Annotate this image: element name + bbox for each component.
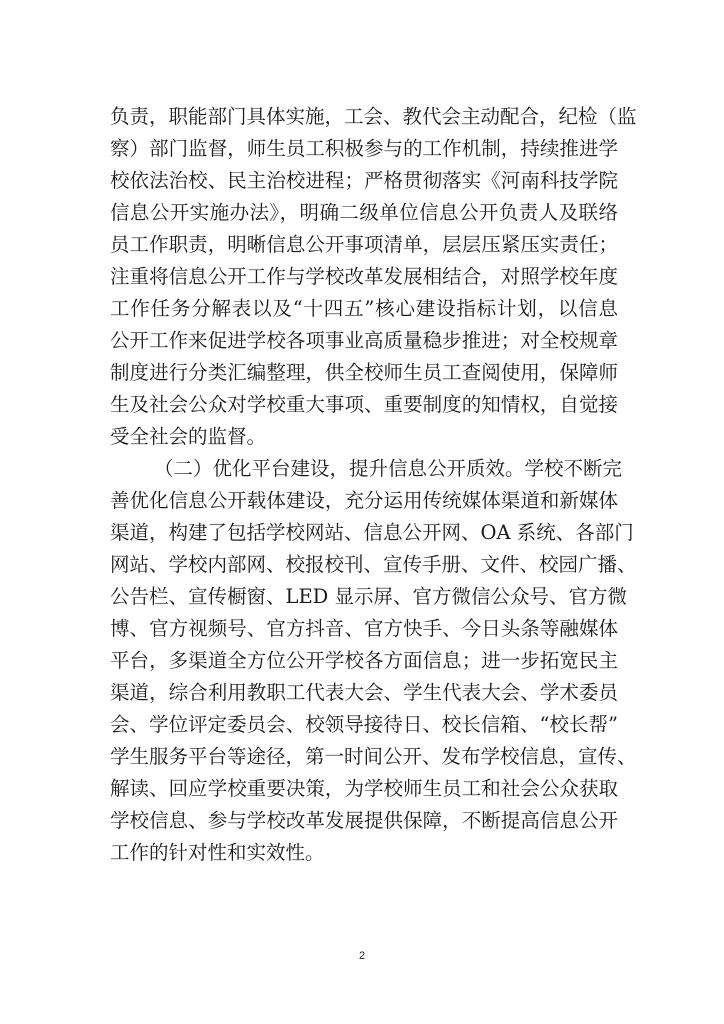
- text-line: 博、官方视频号、官方抖音、官方快手、今日头条等融媒体: [110, 617, 618, 640]
- text-line: 学校信息、参与学校改革发展提供保障，不断提高信息公开: [110, 809, 618, 832]
- text-line: 员工作职责，明晰信息公开事项清单，层层压紧压实责任；: [110, 233, 618, 256]
- text-line: 工作任务分解表以及“十四五”核心建设指标计划，以信息: [110, 297, 618, 320]
- text-line: 会、学位评定委员会、校领导接待日、校长信箱、“校长帮”: [110, 713, 618, 736]
- page-number: 2: [358, 950, 366, 962]
- section-heading-line: （二）优化平台建设，提升信息公开质效。学校不断完: [154, 457, 623, 480]
- text-line: 解读、回应学校重要决策，为学校师生员工和社会公众获取: [110, 777, 618, 800]
- text-line: 制度进行分类汇编整理，供全校师生员工查阅使用，保障师: [110, 361, 618, 384]
- document-body: [110, 101, 637, 869]
- text-line: 平台，多渠道全方位公开学校各方面信息；进一步拓宽民主: [110, 649, 618, 672]
- text-line: 负责，职能部门具体实施，工会、教代会主动配合，纪检（监: [110, 105, 637, 128]
- text-line: 善优化信息公开载体建设，充分运用传统媒体渠道和新媒体: [110, 489, 618, 512]
- text-line: 网站、学校内部网、校报校刊、宣传手册、文件、校园广播、: [110, 553, 637, 576]
- text-line: 渠道，构建了包括学校网站、信息公开网、OA 系统、各部门: [110, 521, 634, 544]
- text-line: 察）部门监督，师生员工积极参与的工作机制，持续推进学: [110, 137, 618, 160]
- text-line: 公告栏、宣传橱窗、LED 显示屏、官方微信公众号、官方微: [110, 585, 628, 608]
- text-line: 注重将信息公开工作与学校改革发展相结合，对照学校年度: [110, 265, 618, 288]
- text-line: 渠道，综合利用教职工代表大会、学生代表大会、学术委员: [110, 681, 618, 704]
- text-line: 校依法治校、民主治校进程；严格贯彻落实《河南科技学院: [110, 169, 618, 192]
- paragraph-end-line: 工作的针对性和实效性。: [110, 841, 325, 864]
- paragraph-end-line: 受全社会的监督。: [110, 425, 267, 448]
- text-line: 公开工作来促进学校各项事业高质量稳步推进；对全校规章: [110, 329, 618, 352]
- text-line: 生及社会公众对学校重大事项、重要制度的知情权，自觉接: [110, 393, 618, 416]
- text-line: 信息公开实施办法》，明确二级单位信息公开负责人及联络: [110, 201, 618, 224]
- text-line: 学生服务平台等途径，第一时间公开、发布学校信息，宣传、: [110, 745, 637, 768]
